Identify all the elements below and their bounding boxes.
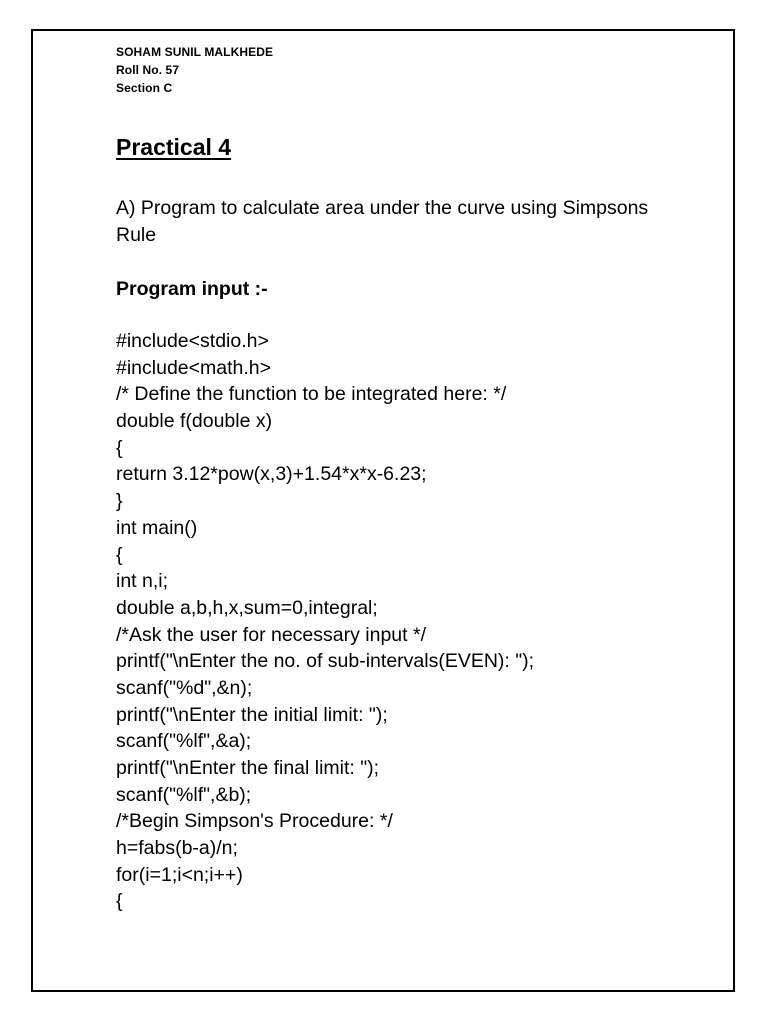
code-line: #include<math.h>: [116, 356, 272, 379]
code-line: int n,i;: [116, 570, 169, 593]
student-name: SOHAM SUNIL MALKHEDE: [116, 45, 274, 59]
code-line: scanf("%lf",&b);: [116, 783, 252, 806]
program-input-label: Program input :-: [116, 278, 268, 300]
section: Section C: [116, 81, 173, 95]
code-line: h=fabs(b-a)/n;: [116, 837, 238, 860]
code-line: /*Ask the user for necessary input */: [116, 623, 426, 646]
code-line: double f(double x): [116, 410, 273, 433]
code-line: {: [116, 436, 123, 459]
code-line: printf("\nEnter the final limit: ");: [116, 757, 380, 779]
code-line: scanf("%d",&n);: [116, 676, 253, 699]
page-title: Practical 4: [116, 134, 232, 160]
practical-description: A) Program to calculate area under the curve using Simpsons Rule: [116, 197, 649, 246]
code-line: {: [116, 890, 123, 913]
code-line: /* Define the function to be integrated here: */: [116, 383, 507, 406]
roll-number: Roll No. 57: [116, 63, 180, 77]
code-line: scanf("%lf",&a);: [116, 730, 252, 753]
code-line: return 3.12*pow(x,3)+1.54*x*x-6.23;: [116, 463, 427, 486]
code-line: double a,b,h,x,sum=0,integral;: [116, 596, 378, 619]
code-line: printf("\nEnter the no. of sub-intervals(EVEN): ");: [116, 650, 535, 673]
code-line: {: [116, 543, 123, 566]
code-listing: [116, 328, 534, 915]
code-line: printf("\nEnter the initial limit: ");: [116, 703, 388, 726]
code-line: #include<stdio.h>: [116, 330, 269, 352]
code-line: for(i=1;i<n;i++): [116, 863, 243, 886]
code-line: }: [116, 490, 123, 513]
code-line: int main(): [116, 516, 198, 539]
student-header: [116, 43, 273, 97]
code-line: /*Begin Simpson's Procedure: */: [116, 810, 393, 833]
